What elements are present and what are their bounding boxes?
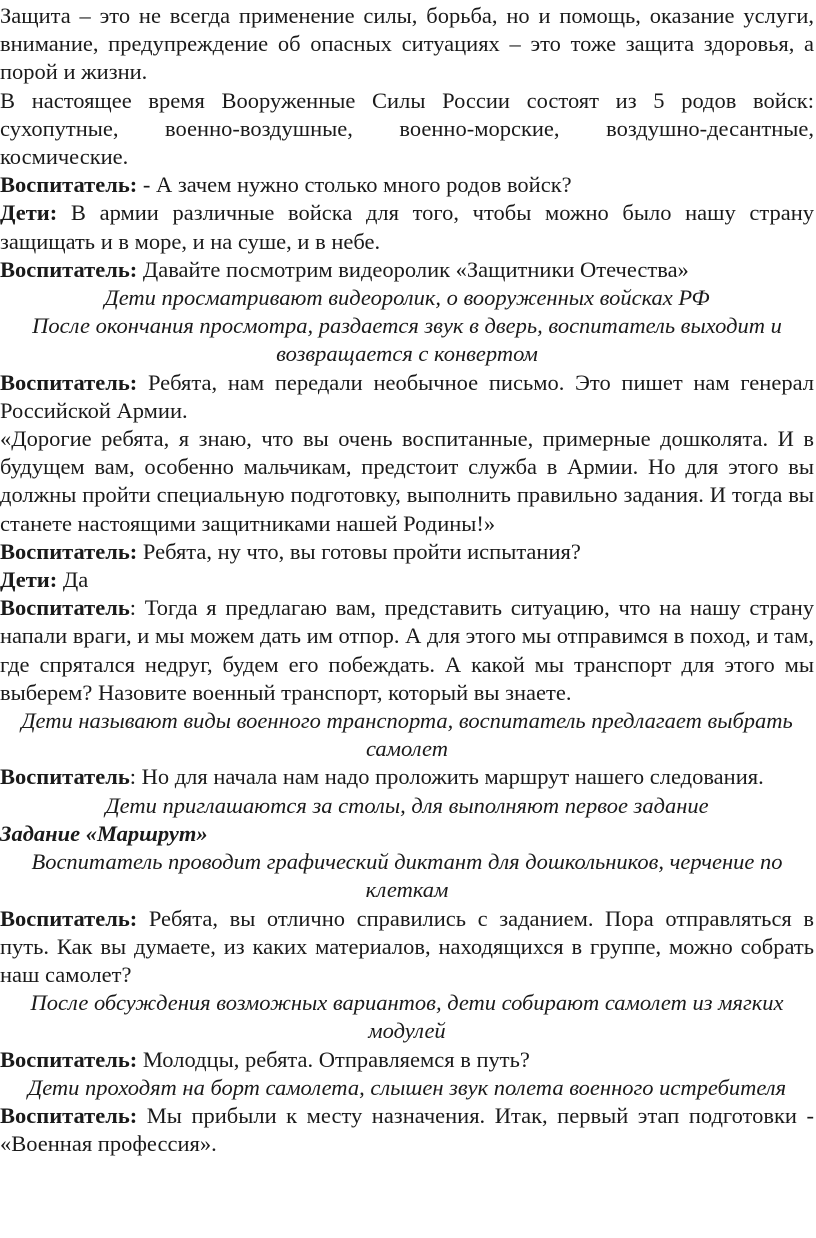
dialogue-line xyxy=(0,1102,814,1158)
dialogue-text: Молодцы, ребята. Отправляемся в путь? xyxy=(137,1046,530,1072)
stage-direction: Воспитатель проводит графический диктант для дошкольников, черчение по клеткам xyxy=(31,849,783,903)
speaker-label: Воспитатель: xyxy=(0,172,138,198)
stage-direction: Дети проходят на борт самолета, слышен звук полета военного истребителя xyxy=(27,1074,787,1100)
paragraph-text: В настоящее время Вооруженные Силы России состоят из 5 родов войск: сухопутные, военно-воздушные, военно-морские, воздушно-десантные, космические. xyxy=(0,87,814,170)
dialogue-line xyxy=(0,199,814,255)
dialogue-text: Ребята, ну что, вы готовы пройти испытания? xyxy=(137,538,581,564)
dialogue-text: Ребята, нам передали необычное письмо. Это пишет нам генерал Российской Армии. xyxy=(0,369,814,423)
speaker-label: Дети: xyxy=(0,200,58,226)
dialogue-text: В армии различные войска для того, чтобы можно было нашу страну защищать и в море, и на суше, и в небе. xyxy=(0,200,814,254)
stage-direction: Дети приглашаются за столы, для выполняют первое задание xyxy=(105,792,709,818)
speaker-label: Воспитатель: xyxy=(0,1046,138,1072)
dialogue-text: : Тогда я предлагаю вам, представить ситуацию, что на нашу страну напали враги, и мы можем дать им отпор. А для этого мы отправимся в поход, и там, где спрятался недруг, будем его побеждать. А какой мы транспорт для этого мы выберем? Назовите военный транспорт, который вы знаете. xyxy=(0,595,814,705)
dialogue-line xyxy=(0,256,814,284)
dialogue-line xyxy=(0,171,814,199)
speaker-label: Дети: xyxy=(0,567,58,593)
dialogue-line xyxy=(0,905,814,990)
speaker-label: Воспитатель: xyxy=(0,369,138,395)
stage-direction: После обсуждения возможных вариантов, дети собирают самолет из мягких модулей xyxy=(30,990,784,1044)
dialogue-text: : Но для начала нам надо проложить маршрут нашего следования. xyxy=(129,764,764,790)
paragraph-text: «Дорогие ребята, я знаю, что вы очень воспитанные, примерные дошколята. И в будущем вам, особенно мальчикам, предстоит служба в Армии. Но для этого вы должны пройти специальную подготовку, выполнить правильно задания. И тогда вы станете настоящими защитниками нашей Родины!» xyxy=(0,426,814,536)
dialogue-text: Да xyxy=(57,567,89,593)
speaker-label: Воспитатель: xyxy=(0,538,138,564)
paragraph-text: Защита – это не всегда применение силы, борьба, но и помощь, оказание услуги, внимание, предупреждение об опасных ситуациях – это тоже защита здоровья, а порой и жизни. xyxy=(0,3,814,85)
speaker-label: Воспитатель xyxy=(0,764,130,790)
dialogue-line xyxy=(0,566,814,594)
speaker-label: Воспитатель: xyxy=(0,905,138,931)
speaker-label: Воспитатель: xyxy=(0,256,138,282)
speaker-label: Воспитатель xyxy=(0,595,130,621)
paragraph xyxy=(0,2,814,87)
stage-direction: Дети называют виды военного транспорта, воспитатель предлагает выбрать самолет xyxy=(21,708,793,762)
stage-direction: Дети просматривают видеоролик, о вооруженных войсках РФ xyxy=(104,285,710,311)
paragraph xyxy=(0,87,814,172)
dialogue-text: - А зачем нужно столько много родов войск? xyxy=(137,172,572,198)
dialogue-line xyxy=(0,594,814,707)
dialogue-text: Давайте посмотрим видеоролик «Защитники Отечества» xyxy=(137,256,689,282)
dialogue-text: Мы прибыли к месту назначения. Итак, первый этап подготовки - «Военная профессия». xyxy=(0,1102,814,1157)
dialogue-line xyxy=(0,763,814,791)
stage-direction: После окончания просмотра, раздается звук в дверь, воспитатель выходит и возвращается с конвертом xyxy=(32,313,782,367)
dialogue-text: Ребята, вы отлично справились с заданием. Пора отправляться в путь. Как вы думаете, из каких материалов, находящихся в группе, можно собрать наш самолет? xyxy=(0,905,814,987)
dialogue-line xyxy=(0,369,814,425)
task-heading: Задание «Маршрут» xyxy=(0,820,208,846)
letter-text xyxy=(0,425,814,538)
speaker-label: Воспитатель: xyxy=(0,1102,138,1128)
dialogue-line xyxy=(0,538,814,566)
dialogue-line xyxy=(0,1046,814,1074)
